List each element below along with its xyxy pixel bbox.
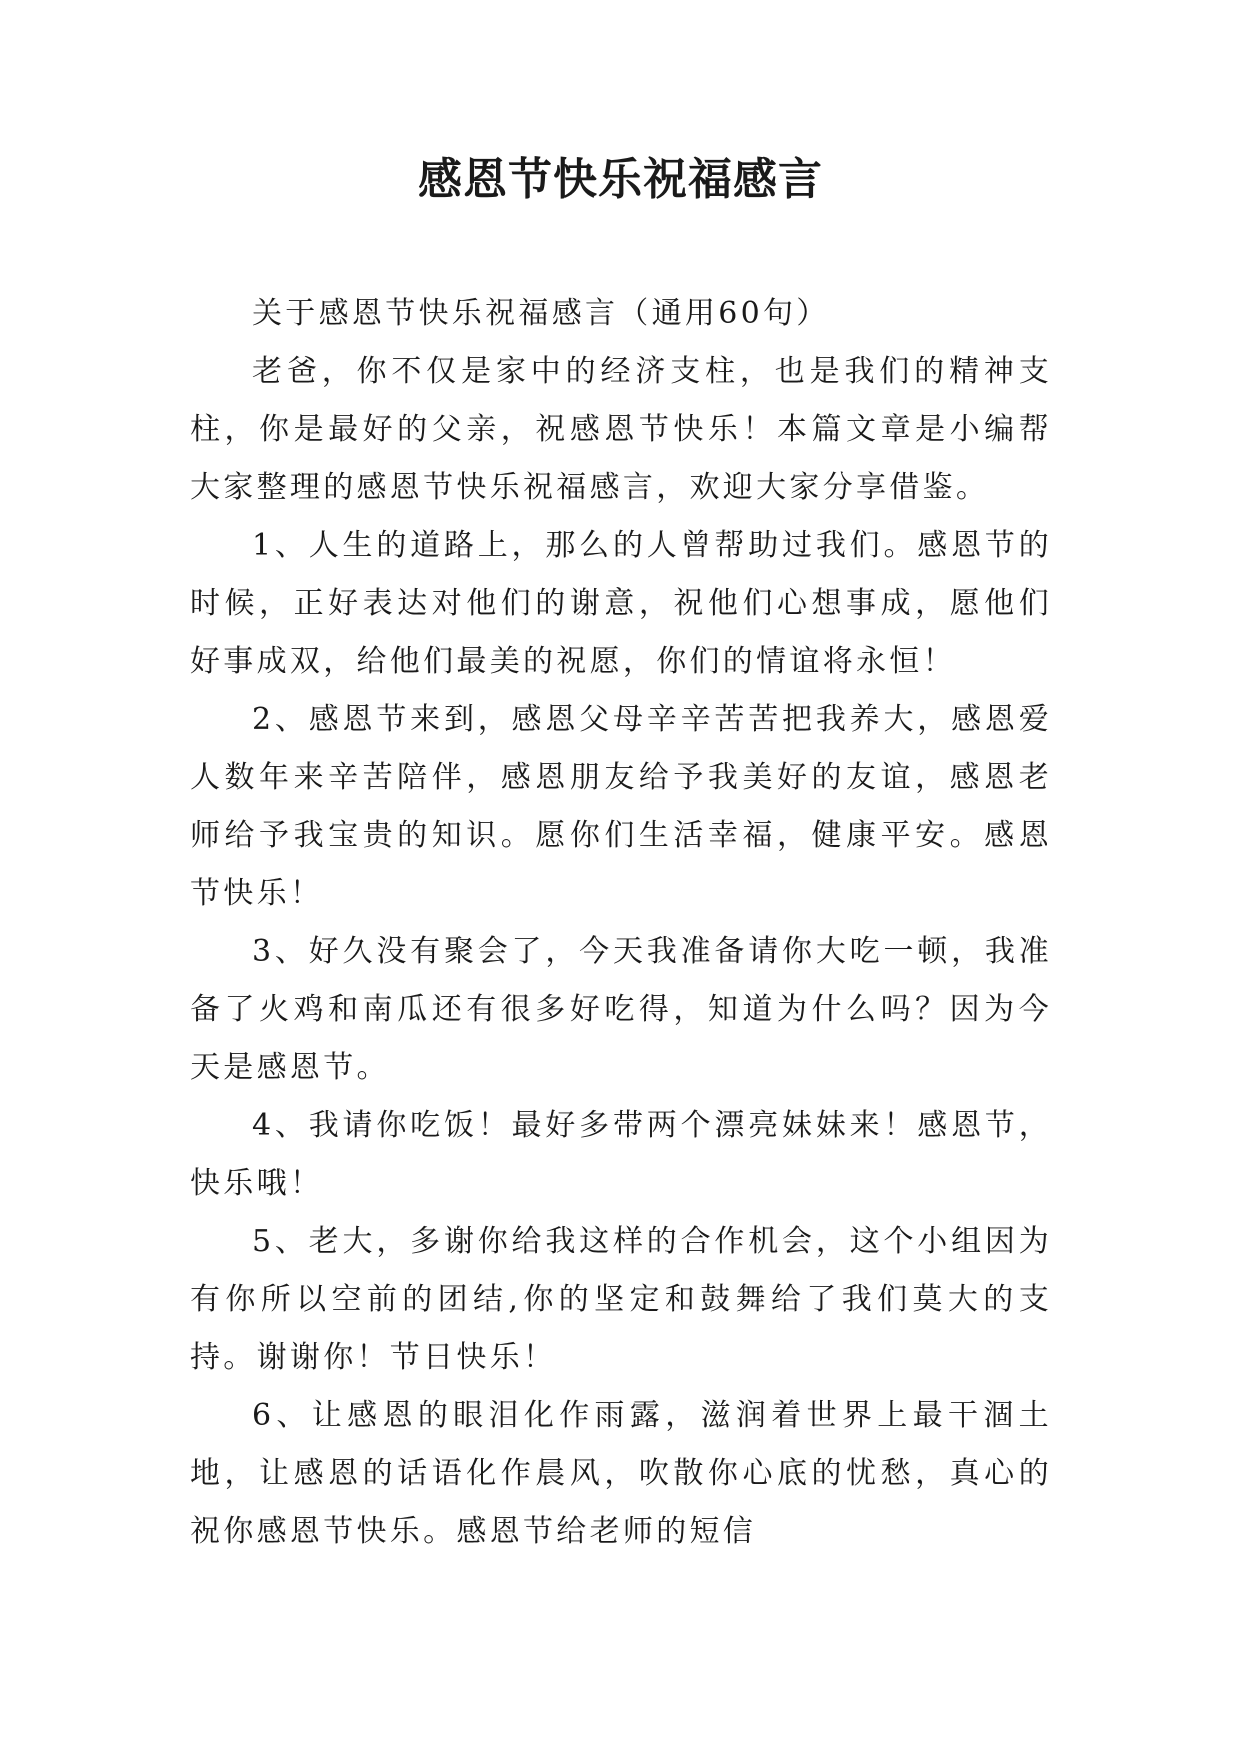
paragraph-item-2: 2、感恩节来到，感恩父母辛辛苦苦把我养大，感恩爱人数年来辛苦陪伴，感恩朋友给予我美好的友谊，感恩老师给予我宝贵的知识。愿你们生活幸福，健康平安。感恩节快乐！: [190, 702, 1052, 911]
paragraph-item-6: 6、让感恩的眼泪化作雨露，滋润着世界上最干涸土地，让感恩的话语化作晨风，吹散你心底的忧愁，真心的祝你感恩节快乐。感恩节给老师的短信: [190, 1398, 1052, 1549]
paragraph-intro: 关于感恩节快乐祝福感言（通用60句）: [252, 296, 830, 331]
paragraph-item-4: 4、我请你吃饭！最好多带两个漂亮妹妹来！感恩节，快乐哦！: [190, 1108, 1052, 1201]
paragraph-item-5: 5、老大，多谢你给我这样的合作机会，这个小组因为有你所以空前的团结,你的坚定和鼓舞给了我们莫大的支持。谢谢你！节日快乐！: [190, 1224, 1052, 1375]
paragraph-item-1: 1、人生的道路上，那么的人曾帮助过我们。感恩节的时候，正好表达对他们的谢意，祝他们心想事成，愿他们好事成双，给他们最美的祝愿，你们的情谊将永恒！: [190, 528, 1052, 679]
document-body: [190, 285, 1052, 1561]
paragraph-item-3: 3、好久没有聚会了，今天我准备请你大吃一顿，我准备了火鸡和南瓜还有很多好吃得，知道为什么吗？因为今天是感恩节。: [190, 934, 1052, 1085]
paragraph-preface: 老爸，你不仅是家中的经济支柱，也是我们的精神支柱，你是最好的父亲，祝感恩节快乐！本篇文章是小编帮大家整理的感恩节快乐祝福感言，欢迎大家分享借鉴。: [190, 354, 1052, 505]
document-title: 感恩节快乐祝福感言: [418, 154, 823, 205]
